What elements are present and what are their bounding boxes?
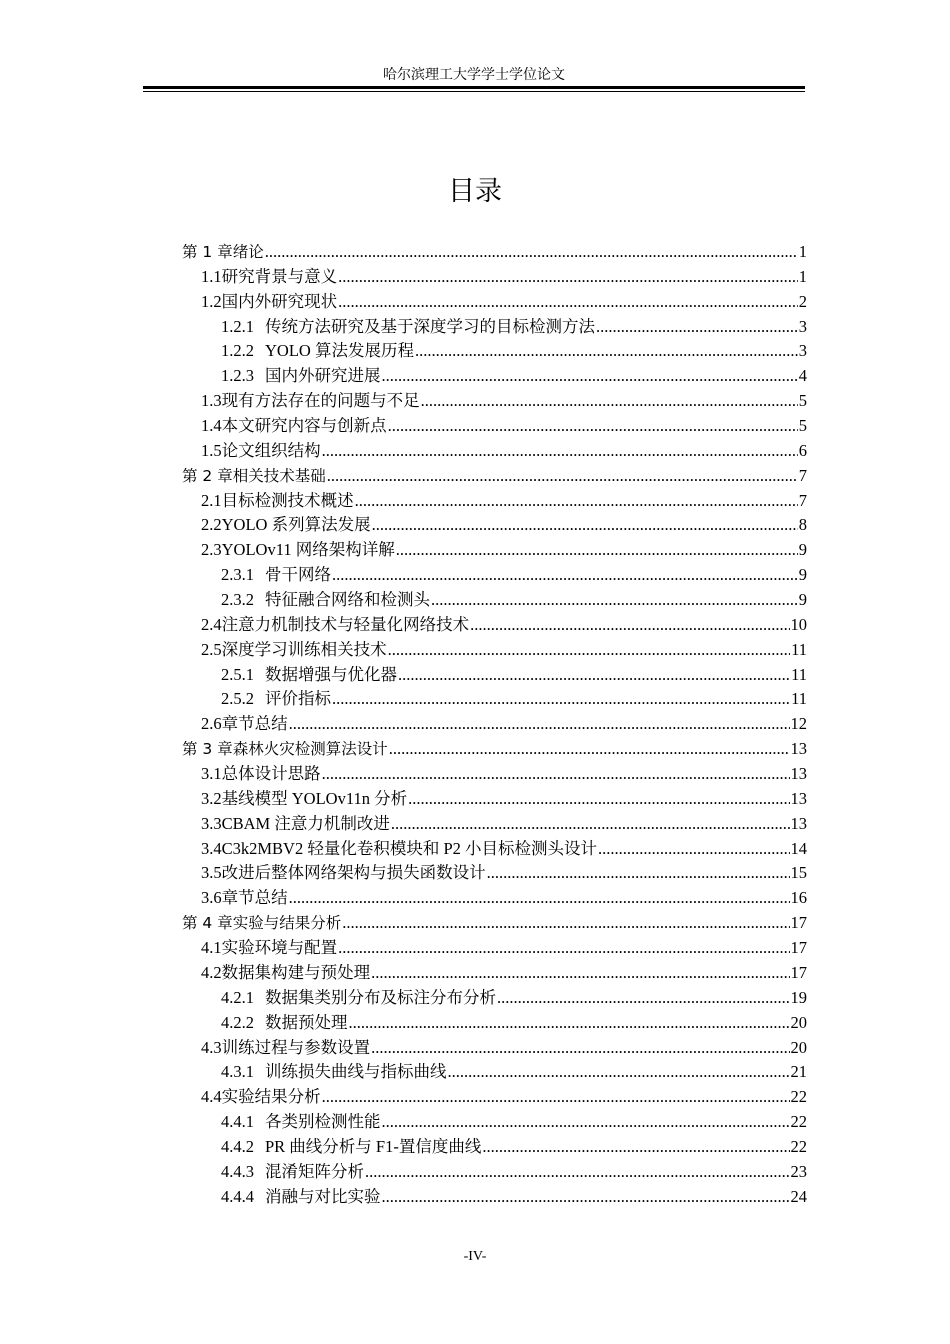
toc-entry-number: 2.6: [201, 714, 222, 734]
toc-dot-leader: [388, 414, 798, 439]
toc-entry[interactable]: [182, 861, 807, 886]
toc-entry-number: 2.5.1: [221, 664, 254, 684]
toc-entry-page: 11: [791, 639, 807, 659]
toc-entry-title: 现有方法存在的问题与不足: [221, 391, 420, 411]
toc-entry-title: CBAM 注意力机制改进: [221, 813, 390, 833]
toc-entry-number: 1.3: [201, 391, 222, 411]
toc-entry[interactable]: [182, 1011, 807, 1036]
toc-dot-leader: [338, 936, 789, 961]
toc-entry-title: 数据集类别分布及标注分布分析: [265, 987, 496, 1007]
toc-entry-title: PR 曲线分析与 F1-置信度曲线: [265, 1136, 482, 1156]
toc-entry[interactable]: [182, 588, 807, 613]
toc-entry[interactable]: [182, 613, 807, 638]
toc-entry-number: 1.1: [201, 266, 222, 286]
toc-entry-page: 3: [798, 316, 807, 336]
toc-entry-title: 章节总结: [221, 888, 288, 908]
toc-entry-title: 森林火灾检测算法设计: [232, 740, 388, 759]
toc-dot-leader: [289, 712, 790, 737]
toc-entry-number: 第 2 章: [182, 466, 233, 485]
toc-entry-page: 9: [798, 565, 807, 585]
toc-entry-title: 实验环境与配置: [221, 938, 338, 958]
toc-entry-page: 13: [790, 788, 807, 808]
toc-entry-page: 17: [790, 962, 807, 982]
toc-dot-leader: [487, 861, 790, 886]
toc-entry-page: 7: [798, 490, 807, 510]
toc-dot-leader: [389, 737, 790, 762]
toc-entry[interactable]: [182, 414, 807, 439]
toc-entry-title: 目标检测技术概述: [221, 490, 354, 510]
toc-entry[interactable]: [182, 936, 807, 961]
toc-entry-title: 训练损失曲线与指标曲线: [265, 1062, 447, 1082]
toc-dot-leader: [382, 1185, 790, 1210]
toc-entry-page: 20: [790, 1037, 807, 1057]
toc-entry[interactable]: [182, 986, 807, 1011]
toc-entry-page: 9: [798, 540, 807, 560]
toc-entry-page: 6: [798, 440, 807, 460]
toc-entry-title: 实验结果分析: [221, 1087, 321, 1107]
toc-entry-page: 2: [798, 291, 807, 311]
toc-entry[interactable]: [182, 439, 807, 464]
toc-entry-number: 2.5.2: [221, 689, 254, 709]
toc-dot-leader: [415, 339, 798, 364]
toc-entry[interactable]: [182, 837, 807, 862]
toc-entry-title: 章节总结: [221, 714, 288, 734]
toc-entry-title: C3k2MBV2 轻量化卷积模块和 P2 小目标检测头设计: [221, 838, 598, 858]
toc-entry-page: 3: [798, 341, 807, 361]
toc-entry-number: 4.4: [201, 1087, 222, 1107]
toc-entry-page: 11: [791, 689, 807, 709]
toc-entry-page: 10: [790, 614, 807, 634]
toc-entry-number: 2.4: [201, 614, 222, 634]
toc-entry-number: 3.6: [201, 888, 222, 908]
toc-entry[interactable]: [182, 1060, 807, 1085]
table-of-contents: [182, 240, 807, 1210]
toc-entry[interactable]: [182, 1185, 807, 1210]
toc-entry-title: 评价指标: [265, 689, 331, 709]
toc-entry-title: 本文研究内容与创新点: [221, 416, 387, 436]
toc-entry-title: 训练过程与参数设置: [221, 1037, 371, 1057]
toc-entry-title: YOLOv11 网络架构详解: [221, 540, 395, 560]
toc-dot-leader: [391, 812, 790, 837]
toc-dot-leader: [338, 290, 798, 315]
toc-entry[interactable]: [182, 240, 807, 265]
toc-dot-leader: [332, 563, 798, 588]
toc-entry-title: 骨干网络: [265, 565, 331, 585]
toc-entry-title: 混淆矩阵分析: [265, 1161, 364, 1181]
toc-entry-number: 4.3.1: [221, 1062, 254, 1082]
toc-entry[interactable]: [182, 911, 807, 936]
toc-entry-number: 4.4.4: [221, 1186, 254, 1206]
toc-entry-page: 9: [798, 590, 807, 610]
toc-entry[interactable]: [182, 712, 807, 737]
toc-entry-title: 消融与对比实验: [265, 1186, 381, 1206]
toc-entry-title: 特征融合网络和检测头: [265, 590, 430, 610]
toc-entry-page: 24: [790, 1186, 807, 1206]
toc-entry-number: 1.2.2: [221, 341, 254, 361]
toc-entry-title: 国内外研究进展: [265, 366, 381, 386]
toc-entry[interactable]: [182, 339, 807, 364]
toc-dot-leader: [408, 787, 789, 812]
toc-entry-title: 绪论: [232, 243, 264, 261]
toc-entry-title: 数据集构建与预处理: [221, 962, 371, 982]
toc-entry-title: YOLO 算法发展历程: [265, 341, 414, 361]
toc-dot-leader: [371, 1036, 789, 1061]
toc-entry-number: 4.1: [201, 938, 222, 958]
toc-dot-leader: [265, 240, 798, 265]
toc-entry-number: 3.5: [201, 863, 222, 883]
toc-entry-page: 1: [798, 266, 807, 286]
toc-entry[interactable]: [182, 762, 807, 787]
toc-dot-leader: [382, 1110, 790, 1135]
toc-dot-leader: [322, 439, 798, 464]
toc-dot-leader: [596, 315, 798, 340]
toc-entry[interactable]: [182, 538, 807, 563]
toc-entry[interactable]: [182, 265, 807, 290]
toc-entry-page: 5: [798, 416, 807, 436]
toc-entry-page: 14: [790, 838, 807, 858]
toc-entry-title: 国内外研究现状: [221, 291, 338, 311]
toc-entry-title: 深度学习训练相关技术: [221, 639, 387, 659]
toc-dot-leader: [342, 911, 789, 936]
toc-entry-page: 22: [790, 1087, 807, 1107]
toc-entry[interactable]: [182, 737, 807, 762]
page-number: -IV-: [463, 1249, 487, 1264]
toc-entry-title: 相关技术基础: [232, 466, 326, 485]
toc-entry-title: 论文组织结构: [221, 440, 321, 460]
toc-entry-page: 8: [798, 515, 807, 535]
page-title: 目录: [448, 176, 502, 207]
toc-dot-leader: [365, 1160, 790, 1185]
toc-entry-number: 4.2.2: [221, 1012, 254, 1032]
toc-entry-number: 4.2.1: [221, 987, 254, 1007]
toc-entry[interactable]: [182, 663, 807, 688]
running-header: 哈尔滨理工大学学士学位论文: [383, 68, 565, 83]
toc-entry-number: 第 3 章: [182, 740, 233, 759]
header-rule-thick: [143, 86, 805, 89]
toc-entry[interactable]: [182, 961, 807, 986]
header-rule-thin: [143, 91, 805, 92]
toc-entry-number: 3.2: [201, 788, 222, 808]
toc-dot-leader: [398, 663, 790, 688]
toc-dot-leader: [482, 1135, 789, 1160]
toc-entry-page: 15: [790, 863, 807, 883]
toc-entry-title: 各类别检测性能: [265, 1112, 381, 1132]
toc-entry-title: 数据增强与优化器: [265, 664, 397, 684]
toc-entry-number: 2.3: [201, 540, 222, 560]
toc-entry-page: 20: [790, 1012, 807, 1032]
toc-dot-leader: [327, 464, 798, 489]
toc-entry-page: 12: [790, 714, 807, 734]
toc-entry[interactable]: [182, 464, 807, 489]
toc-entry[interactable]: [182, 389, 807, 414]
toc-dot-leader: [372, 513, 798, 538]
toc-entry-number: 4.4.2: [221, 1136, 254, 1156]
toc-entry-page: 23: [790, 1161, 807, 1181]
toc-entry-page: 5: [798, 391, 807, 411]
toc-entry-number: 4.4.1: [221, 1112, 254, 1132]
toc-entry[interactable]: [182, 1110, 807, 1135]
toc-entry-title: 总体设计思路: [221, 764, 321, 784]
toc-entry-title: 改进后整体网络架构与损失函数设计: [221, 863, 486, 883]
toc-entry[interactable]: [182, 1135, 807, 1160]
toc-entry[interactable]: [182, 315, 807, 340]
toc-entry-page: 13: [790, 739, 807, 759]
toc-entry-title: 实验与结果分析: [232, 914, 342, 933]
toc-dot-leader: [396, 538, 798, 563]
toc-dot-leader: [598, 837, 789, 862]
toc-entry-number: 2.2: [201, 515, 222, 535]
toc-entry-number: 4.3: [201, 1037, 222, 1057]
toc-entry-number: 2.3.1: [221, 565, 254, 585]
toc-entry-title: 基线模型 YOLOv11n 分析: [221, 788, 408, 808]
toc-entry-page: 4: [798, 366, 807, 386]
toc-entry-page: 13: [790, 764, 807, 784]
toc-dot-leader: [431, 588, 798, 613]
toc-entry-page: 17: [790, 938, 807, 958]
toc-entry-number: 2.3.2: [221, 590, 254, 610]
toc-entry-number: 3.1: [201, 764, 222, 784]
toc-entry-number: 4.2: [201, 962, 222, 982]
toc-entry-number: 1.4: [201, 416, 222, 436]
toc-entry-page: 17: [790, 913, 807, 933]
toc-entry-number: 1.5: [201, 440, 222, 460]
toc-entry-number: 1.2.1: [221, 316, 254, 336]
toc-entry-number: 第 4 章: [182, 914, 233, 933]
toc-entry-number: 1.2.3: [221, 366, 254, 386]
toc-entry[interactable]: [182, 687, 807, 712]
toc-dot-leader: [371, 961, 789, 986]
toc-entry[interactable]: [182, 1036, 807, 1061]
toc-entry-title: 传统方法研究及基于深度学习的目标检测方法: [265, 316, 595, 336]
toc-dot-leader: [388, 638, 790, 663]
toc-entry-page: 21: [790, 1062, 807, 1082]
toc-dot-leader: [349, 1011, 790, 1036]
toc-entry-page: 7: [798, 465, 807, 485]
toc-entry[interactable]: [182, 563, 807, 588]
toc-entry-number: 第 1 章: [182, 243, 233, 261]
toc-entry-page: 16: [790, 888, 807, 908]
toc-dot-leader: [448, 1060, 790, 1085]
toc-entry[interactable]: [182, 489, 807, 514]
toc-entry-title: 注意力机制技术与轻量化网络技术: [221, 614, 470, 634]
toc-entry-number: 2.5: [201, 639, 222, 659]
toc-entry-number: 1.2: [201, 291, 222, 311]
toc-entry[interactable]: [182, 1085, 807, 1110]
toc-entry[interactable]: [182, 638, 807, 663]
toc-entry-number: 2.1: [201, 490, 222, 510]
toc-entry-number: 3.3: [201, 813, 222, 833]
toc-dot-leader: [338, 265, 798, 290]
toc-entry-page: 1: [798, 242, 807, 261]
toc-entry-page: 13: [790, 813, 807, 833]
toc-entry-page: 22: [790, 1112, 807, 1132]
toc-entry-title: 研究背景与意义: [221, 266, 338, 286]
toc-entry[interactable]: [182, 513, 807, 538]
toc-entry[interactable]: [182, 787, 807, 812]
toc-entry-page: 11: [791, 664, 807, 684]
toc-entry-number: 4.4.3: [221, 1161, 254, 1181]
toc-entry[interactable]: [182, 290, 807, 315]
toc-entry[interactable]: [182, 364, 807, 389]
toc-entry-title: YOLO 系列算法发展: [221, 515, 371, 535]
toc-dot-leader: [382, 364, 798, 389]
toc-dot-leader: [421, 389, 798, 414]
toc-dot-leader: [355, 489, 798, 514]
toc-dot-leader: [332, 687, 790, 712]
toc-entry[interactable]: [182, 886, 807, 911]
toc-dot-leader: [289, 886, 790, 911]
toc-entry[interactable]: [182, 812, 807, 837]
toc-entry-title: 数据预处理: [265, 1012, 348, 1032]
toc-entry-page: 19: [790, 987, 807, 1007]
toc-dot-leader: [470, 613, 789, 638]
toc-entry-page: 22: [790, 1136, 807, 1156]
toc-entry-number: 3.4: [201, 838, 222, 858]
toc-dot-leader: [322, 762, 790, 787]
toc-dot-leader: [497, 986, 790, 1011]
toc-dot-leader: [322, 1085, 790, 1110]
toc-entry[interactable]: [182, 1160, 807, 1185]
